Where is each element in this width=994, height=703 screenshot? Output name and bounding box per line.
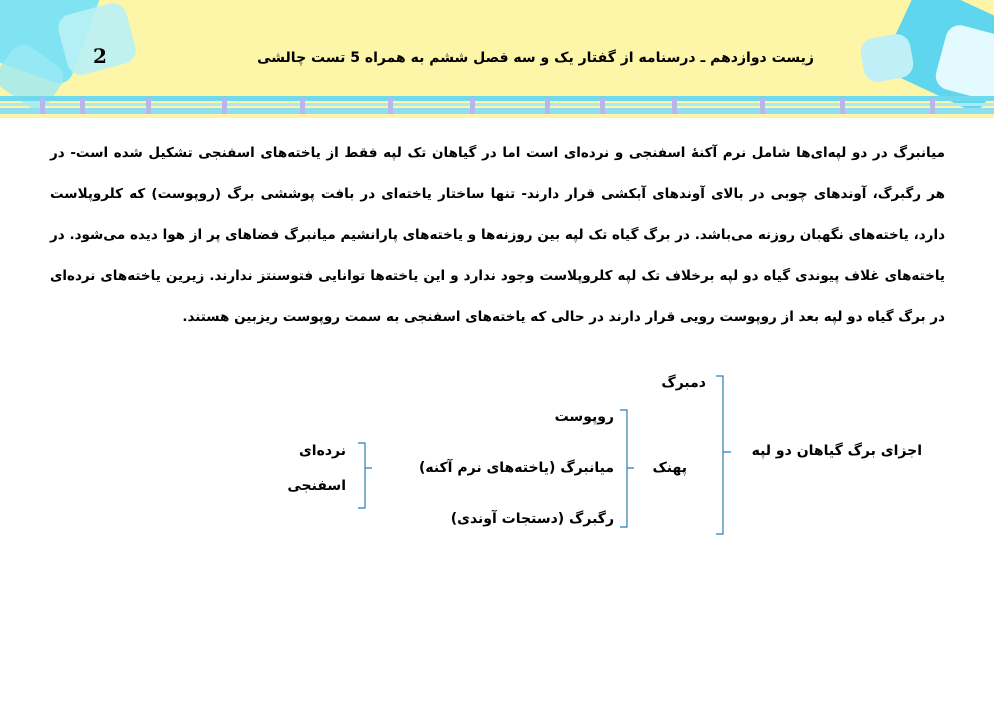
page-number: 2 [93,44,107,68]
root-bracket [716,376,731,534]
blade-bracket [620,410,634,527]
diagram-mesophyll-label: میانبرگ (یاخته‌های نرم آکنه) [418,460,614,476]
diagram-root-label: اجزای برگ گیاهان دو لپه [751,443,922,459]
diagram-blade-label: پهنک [652,460,687,476]
diagram-palisade-label: نرده‌ای [298,443,346,459]
diagram-spongy-label: اسفنجی [287,478,346,494]
mesophyll-bracket [358,443,372,508]
lesson-paragraph: میانبرگ در دو لپه‌ای‌ها شامل نرم آکنهٔ اسفنجی و نرده‌ای است اما در گیاهان تک لپه فقط از یاخته‌های اسفنجی تشکیل شده است- در هر رگبرگ، آوندهای چوبی در بالای آوندهای آبکشی قرار دارند- تنها ساختار یاخته‌ای در بافت پوششی برگ (روپوست) که کلروپلاست دارد، یاخته‌های نگهبان روزنه می‌باشد. در برگ گیاه تک لپه بین روزنه‌ها و یاخته‌های پارانشیم میانبرگ فضاهای پر از هوا دیده می‌شود. در یاخته‌های غلاف پیوندی گیاه دو لپه برخلاف تک لپه کلروپلاست وجود ندارد و این یاخته‌ها توانایی فتوسنتز ندارند. زیرین یاخته‌های نرده‌ای در برگ گیاه دو لپه بعد از روپوست رویی قرار دارند در حالی که یاخته‌های اسفنجی به سمت روپوست ریزبین هستند. [50,145,945,325]
diagram-vein-label: رگبرگ (دستجات آوندی) [450,511,614,527]
diagram-petiole-label: دمبرگ [661,375,706,391]
diagram-epidermis-label: روپوست [554,409,614,425]
page-title: زیست دوازدهم ـ درسنامه از گفتار یک و سه فصل ششم به همراه 5 تست چالشی [257,50,814,66]
